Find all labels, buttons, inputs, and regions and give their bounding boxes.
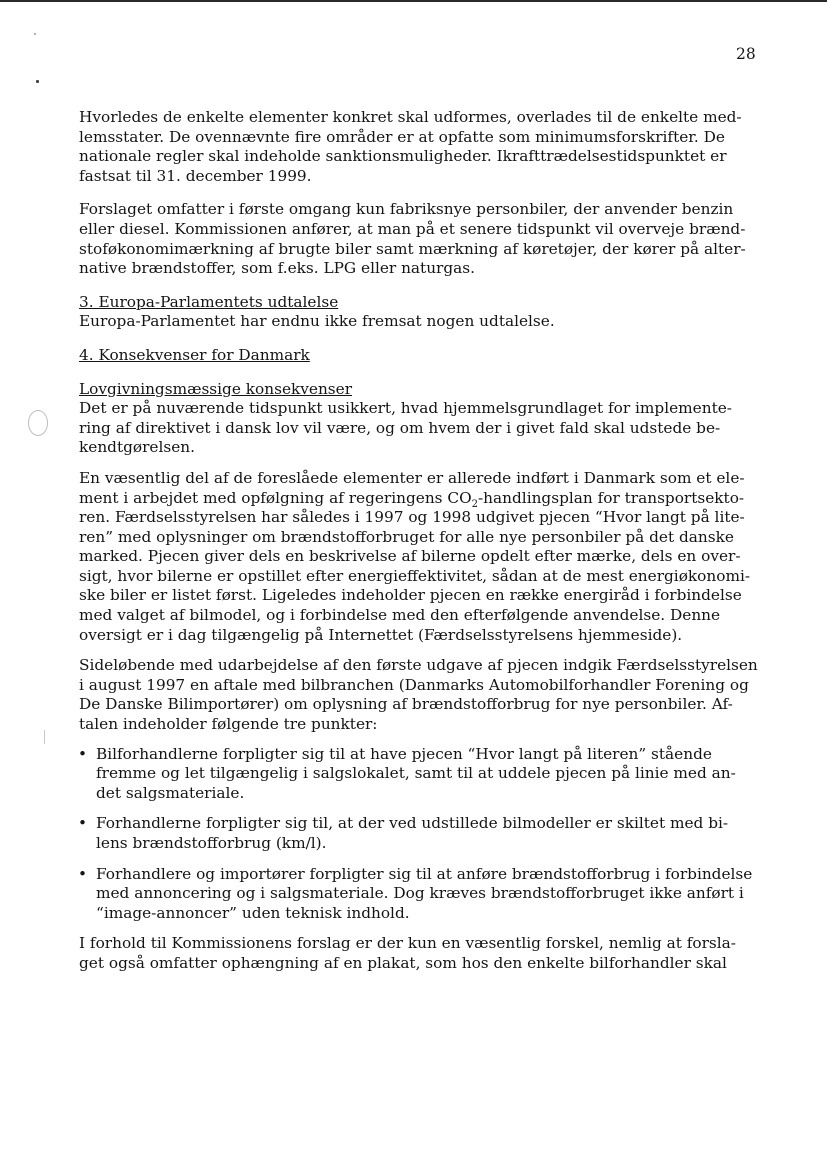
list-item	[79, 865, 763, 924]
hole-punch-mark	[28, 410, 48, 436]
top-rule	[0, 0, 827, 2]
section-3	[79, 293, 763, 332]
subheading-legislation: Lovgivningsmæssige konsekvenser	[79, 379, 353, 398]
paragraph-difference	[79, 934, 763, 973]
bullet-icon: •	[78, 744, 88, 763]
document-body	[79, 108, 763, 974]
text-line: marked. Pjecen giver dels en beskrivelse af bilerne opdelt efter mærke, dels en over-	[79, 547, 741, 566]
text-line: med valget af bilmodel, og i forbindelse med den efterfølgende anvendelse. Denne	[79, 606, 721, 625]
text-line: Forhandlerne forpligter sig til, at der ved udstillede bilmodeller er skiltet med bi-	[96, 814, 729, 833]
list-item	[79, 745, 763, 804]
text-line: get også omfatter ophængning af en plakat, som hos den enkelte bilforhandler skal	[79, 953, 727, 972]
section-heading-denmark: 4. Konsekvenser for Danmark	[79, 345, 310, 364]
text-line: Bilforhandlerne forpligter sig til at have pjecen “Hvor langt på literen” stående	[96, 744, 712, 763]
text-line: De Danske Bilimportører) om oplysning af brændstofforbrug for nye personbiler. Af-	[79, 695, 733, 714]
text-line: native brændstoffer, som f.eks. LPG eller naturgas.	[79, 259, 475, 278]
text-line	[79, 489, 763, 509]
text-line: kendtgørelsen.	[79, 438, 195, 457]
text-line: Hvorledes de enkelte elementer konkret skal udformes, overlades til de enkelte med-	[79, 108, 742, 126]
paragraph-agreement	[79, 656, 763, 734]
subsection-legislation	[79, 380, 763, 458]
text-line: Forhandlere og importører forpligter sig til at anføre brændstofforbrug i forbindelse	[96, 864, 753, 883]
text-line: eller diesel. Kommissionen anfører, at man på et senere tidspunkt vil overveje brænd-	[79, 219, 746, 238]
text-line: stoføkonomimærkning af brugte biler samt mærkning af køretøjer, der kører på alter-	[79, 239, 746, 258]
scan-speck	[36, 80, 39, 83]
text-line: “image-annoncer” uden teknisk indhold.	[96, 903, 410, 922]
text-line: lens brændstofforbrug (km/l).	[96, 834, 327, 852]
text-line: ring af direktivet i dansk lov vil være, og om hvem der i givet fald skal udstede be-	[79, 418, 721, 437]
text-line: sigt, hvor bilerne er opstillet efter energieffektivitet, sådan at de mest energiøkonomi-	[79, 566, 751, 585]
bullet-icon: •	[78, 864, 88, 883]
text-line: nationale regler skal indeholde sanktionsmuligheder. Ikrafttrædelsestidspunktet er	[79, 147, 727, 166]
text-line: oversigt er i dag tilgængelig på Internettet (Færdselsstyrelsens hjemmeside).	[79, 625, 683, 644]
scan-speck	[44, 730, 45, 744]
text-line: En væsentlig del af de foreslåede elementer er allerede indført i Danmark som et ele-	[79, 468, 745, 487]
paragraph-intro	[79, 108, 763, 186]
text-line: I forhold til Kommissionens forslag er der kun en væsentlig forskel, nemlig at forsla-	[79, 934, 736, 953]
paragraph-existing-elements	[79, 469, 763, 645]
text-line: Forslaget omfatter i første omgang kun fabriksnye personbiler, der anvender benzin	[79, 200, 734, 219]
page-number: 28	[736, 45, 756, 63]
text-line: fremme og let tilgængelig i salgslokalet, samt til at uddele pjecen på linie med an-	[96, 764, 736, 783]
section-heading-parliament: 3. Europa-Parlamentets udtalelse	[79, 292, 339, 311]
scan-speck	[34, 33, 36, 35]
text-line: Det er på nuværende tidspunkt usikkert, hvad hjemmelsgrundlaget for implemente-	[79, 399, 732, 418]
text-line: ren. Færdselsstyrelsen har således i 1997 og 1998 udgivet pjecen “Hvor langt på lite-	[79, 508, 745, 527]
text-line: fastsat til 31. december 1999.	[79, 166, 312, 185]
bullet-icon: •	[78, 814, 88, 833]
text-line: med annoncering og i salgsmateriale. Dog kræves brændstofforbruget ikke anført i	[96, 884, 744, 903]
subscript: 2	[471, 498, 479, 510]
paragraph-scope	[79, 200, 763, 278]
section-4	[79, 346, 763, 366]
text-line: ske biler er listet først. Ligeledes indeholder pjecen en række energiråd i forbindelse	[79, 586, 742, 605]
text-line: lemsstater. De ovennævnte fire områder er at opfatte som minimumsforskrifter. De	[79, 127, 725, 146]
text-line: ren” med oplysninger om brændstofforbruget for alle nye personbiler på det danske	[79, 527, 734, 546]
text-fragment: ment i arbejdet med opfølgning af regeringens CO	[79, 488, 472, 507]
text-line: i august 1997 en aftale med bilbranchen (Danmarks Automobilforhandler Forening og	[79, 675, 749, 694]
text-line: Europa-Parlamentet har endnu ikke fremsat nogen udtalelse.	[79, 312, 555, 331]
list-item	[79, 814, 763, 853]
text-fragment: -handlingsplan for transportsekto-	[478, 488, 745, 507]
agreement-points-list	[79, 745, 763, 924]
text-line: talen indeholder følgende tre punkter:	[79, 715, 378, 734]
text-line: det salgsmateriale.	[96, 783, 245, 802]
text-line: Sideløbende med udarbejdelse af den første udgave af pjecen indgik Færdselsstyrelsen	[79, 656, 758, 675]
